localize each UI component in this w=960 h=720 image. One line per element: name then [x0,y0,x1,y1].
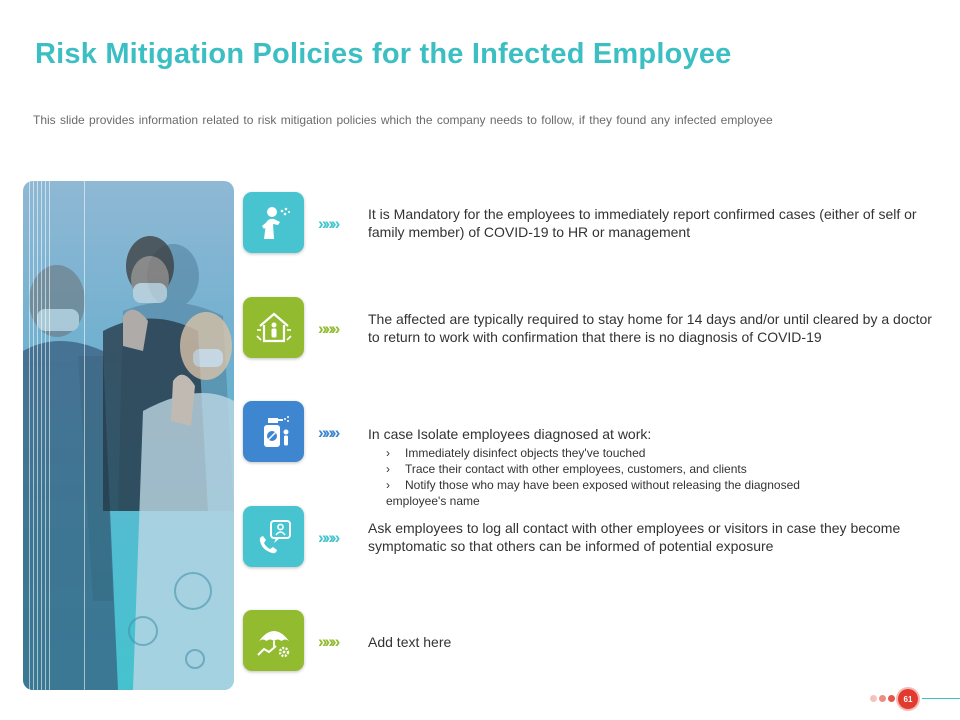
people-masks-photo [23,181,234,690]
icon-tile-3 [243,401,304,462]
icon-tile-1 [243,192,304,253]
policy-row-5 [243,610,943,672]
policy-bullet: › Notify those who may have been exposed without releasing the diagnosed [386,477,866,493]
policy-row-4 [243,506,943,568]
chevron-arrows-icon: »»» [318,528,338,547]
policy-text-4: Ask employees to log all contact with other employees or visitors in case they become symptomatic so that others can be informed of potential exposure [368,520,901,554]
chevron-arrows-icon: »»» [318,214,338,233]
slide-subtitle: This slide provides information related to risk mitigation policies which the company needs to follow, if they found any infected employee [33,113,773,127]
policy-text-2: The affected are typically required to stay home for 14 days and/or until cleared by a doctor to return to work with confirmation that there is no diagnosis of COVID-19 [368,311,932,345]
umbrella-risk-icon [254,621,294,661]
policy-bullet-list [386,445,866,509]
policy-row-1 [243,192,943,254]
chevron-arrows-icon: »»» [318,423,338,442]
slide-title: Risk Mitigation Policies for the Infected Employee [35,38,732,70]
policy-text-5: Add text here [368,634,452,650]
stay-home-icon [254,308,294,348]
policy-row-2 [243,297,943,359]
pager-dot [888,695,895,702]
policy-bullet: › Trace their contact with other employees, customers, and clients [386,461,866,477]
photo-stripe-line [84,181,85,690]
disinfect-spray-icon [254,412,294,452]
page-number-badge: 61 [898,689,918,709]
icon-tile-4 [243,506,304,567]
policy-text-1: It is Mandatory for the employees to immediately report confirmed cases (either of self or family member) of COVID-19 to HR or management [368,206,917,240]
pager-line [922,698,960,699]
chevron-arrows-icon: »»» [318,319,338,338]
person-sneezing-icon [254,203,294,243]
page-indicator [870,688,960,710]
policy-row-3 [243,401,943,508]
pager-dot [879,695,886,702]
icon-tile-5 [243,610,304,671]
photo-illustration [23,181,234,690]
chevron-arrows-icon: »»» [318,632,338,651]
policy-text-3 [368,425,933,509]
pager-dot [870,695,877,702]
policy-bullet: › Immediately disinfect objects they've touched [386,445,866,461]
photo-stripes [29,181,53,690]
icon-tile-2 [243,297,304,358]
policy-bullet-continuation: employee's name [386,494,480,508]
policy-text-3-lead: In case Isolate employees diagnosed at work: [368,426,652,442]
contact-call-icon [254,517,294,557]
